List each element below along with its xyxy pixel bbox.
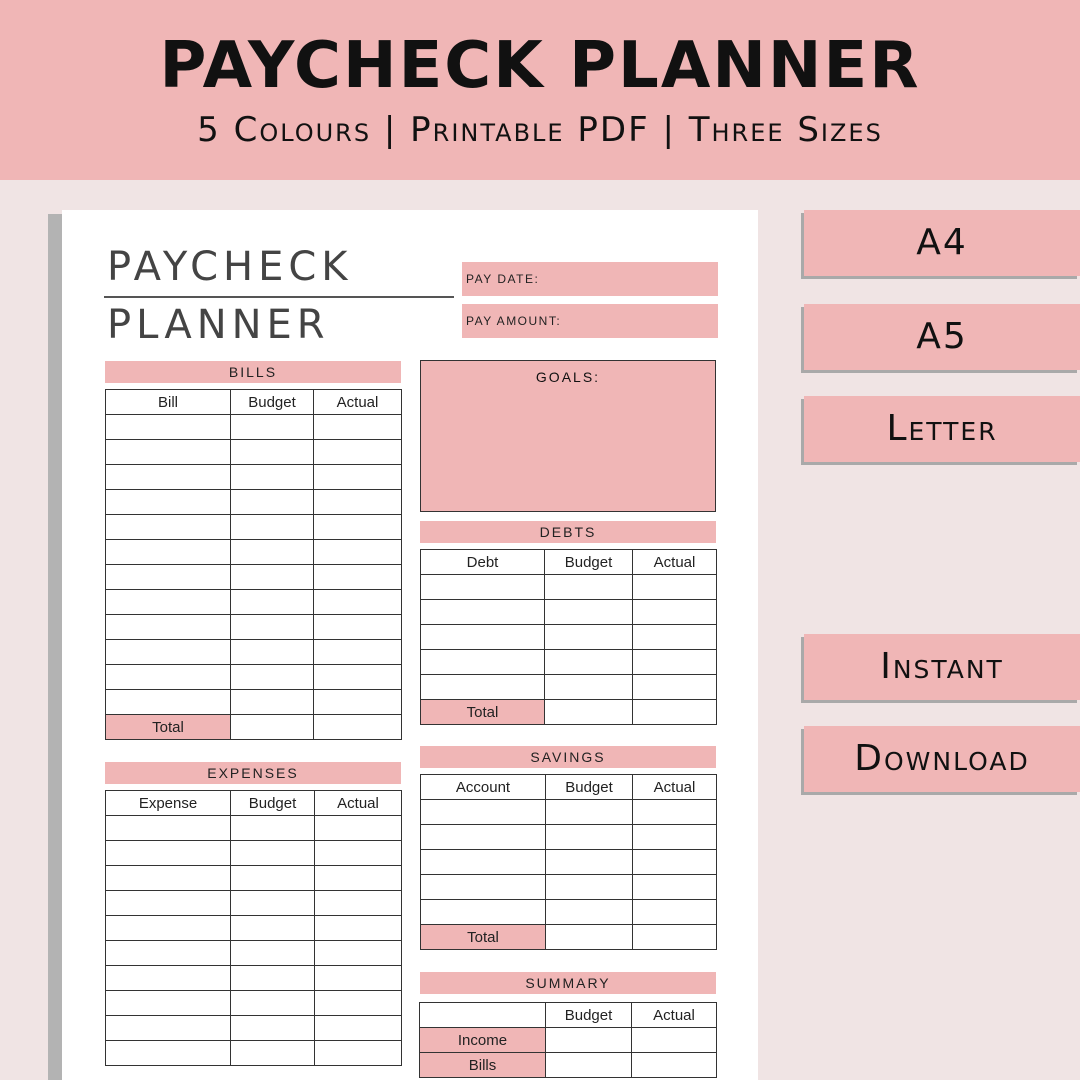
table-row — [106, 590, 402, 615]
table-row — [421, 825, 717, 850]
summary-header: SUMMARY — [420, 972, 716, 994]
table-row — [420, 1028, 717, 1053]
expenses-col-actual: Actual — [315, 791, 402, 816]
table-row — [420, 1053, 717, 1078]
instant-tag: Instant — [804, 634, 1080, 700]
table-row — [106, 991, 402, 1016]
table-header-row — [420, 1003, 717, 1028]
pay-date-field: PAY DATE: — [462, 262, 718, 296]
savings-col-actual: Actual — [633, 775, 717, 800]
pay-amount-field: PAY AMOUNT: — [462, 304, 718, 338]
table-row — [421, 625, 717, 650]
table-row — [106, 841, 402, 866]
summary-col-actual: Actual — [632, 1003, 717, 1028]
summary-row-income: Income — [420, 1028, 546, 1053]
sheet-shadow — [48, 214, 62, 1080]
debts-col-actual: Actual — [633, 550, 717, 575]
table-row — [106, 465, 402, 490]
table-row — [106, 515, 402, 540]
bills-table — [105, 389, 402, 740]
goals-box: GOALS: — [420, 360, 716, 512]
table-total-row — [421, 925, 717, 950]
savings-col-account: Account — [421, 775, 546, 800]
header-banner — [0, 0, 1080, 180]
debts-col-budget: Budget — [545, 550, 633, 575]
bills-col-budget: Budget — [231, 390, 314, 415]
expenses-col-expense: Expense — [106, 791, 231, 816]
expenses-header: EXPENSES — [105, 762, 401, 784]
table-row — [421, 575, 717, 600]
summary-col-budget: Budget — [546, 1003, 632, 1028]
table-row — [421, 850, 717, 875]
table-header-row — [106, 791, 402, 816]
bills-total-label: Total — [106, 715, 231, 740]
summary-row-bills: Bills — [420, 1053, 546, 1078]
bills-col-actual: Actual — [314, 390, 402, 415]
size-tag-a4: A4 — [804, 210, 1080, 276]
table-row — [106, 540, 402, 565]
size-tag-a5: A5 — [804, 304, 1080, 370]
table-row — [106, 1016, 402, 1041]
table-row — [106, 565, 402, 590]
table-row — [421, 675, 717, 700]
debts-total-label: Total — [421, 700, 545, 725]
table-total-row — [421, 700, 717, 725]
planner-sheet — [62, 210, 758, 1080]
table-header-row — [106, 390, 402, 415]
table-row — [106, 440, 402, 465]
sheet-title-line2: PLANNER — [107, 302, 330, 348]
table-row — [106, 1041, 402, 1066]
table-row — [106, 690, 402, 715]
table-row — [421, 800, 717, 825]
table-row — [421, 650, 717, 675]
table-row — [106, 816, 402, 841]
summary-table — [419, 1002, 717, 1078]
table-row — [421, 900, 717, 925]
banner-title: PAYCHECK PLANNER — [159, 29, 921, 103]
savings-table — [420, 774, 717, 950]
table-row — [106, 615, 402, 640]
bills-col-bill: Bill — [106, 390, 231, 415]
savings-total-label: Total — [421, 925, 546, 950]
bills-header: BILLS — [105, 361, 401, 383]
savings-header: SAVINGS — [420, 746, 716, 768]
table-row — [106, 866, 402, 891]
table-header-row — [421, 775, 717, 800]
banner-subtitle: 5 Colours | Printable PDF | Three Sizes — [197, 110, 883, 150]
table-row — [106, 640, 402, 665]
debts-header: DEBTS — [420, 521, 716, 543]
debts-table — [420, 549, 717, 725]
table-total-row — [106, 715, 402, 740]
table-row — [421, 600, 717, 625]
size-tag-letter: Letter — [804, 396, 1080, 462]
expenses-table — [105, 790, 402, 1066]
table-row — [106, 490, 402, 515]
summary-col-blank — [420, 1003, 546, 1028]
download-tag: Download — [804, 726, 1080, 792]
table-row — [106, 891, 402, 916]
table-row — [106, 916, 402, 941]
debts-col-debt: Debt — [421, 550, 545, 575]
table-row — [421, 875, 717, 900]
title-divider — [104, 296, 454, 298]
sheet-title-line1: PAYCHECK — [107, 244, 353, 290]
expenses-col-budget: Budget — [231, 791, 315, 816]
savings-col-budget: Budget — [546, 775, 633, 800]
table-header-row — [421, 550, 717, 575]
table-row — [106, 966, 402, 991]
table-row — [106, 415, 402, 440]
table-row — [106, 665, 402, 690]
table-row — [106, 941, 402, 966]
